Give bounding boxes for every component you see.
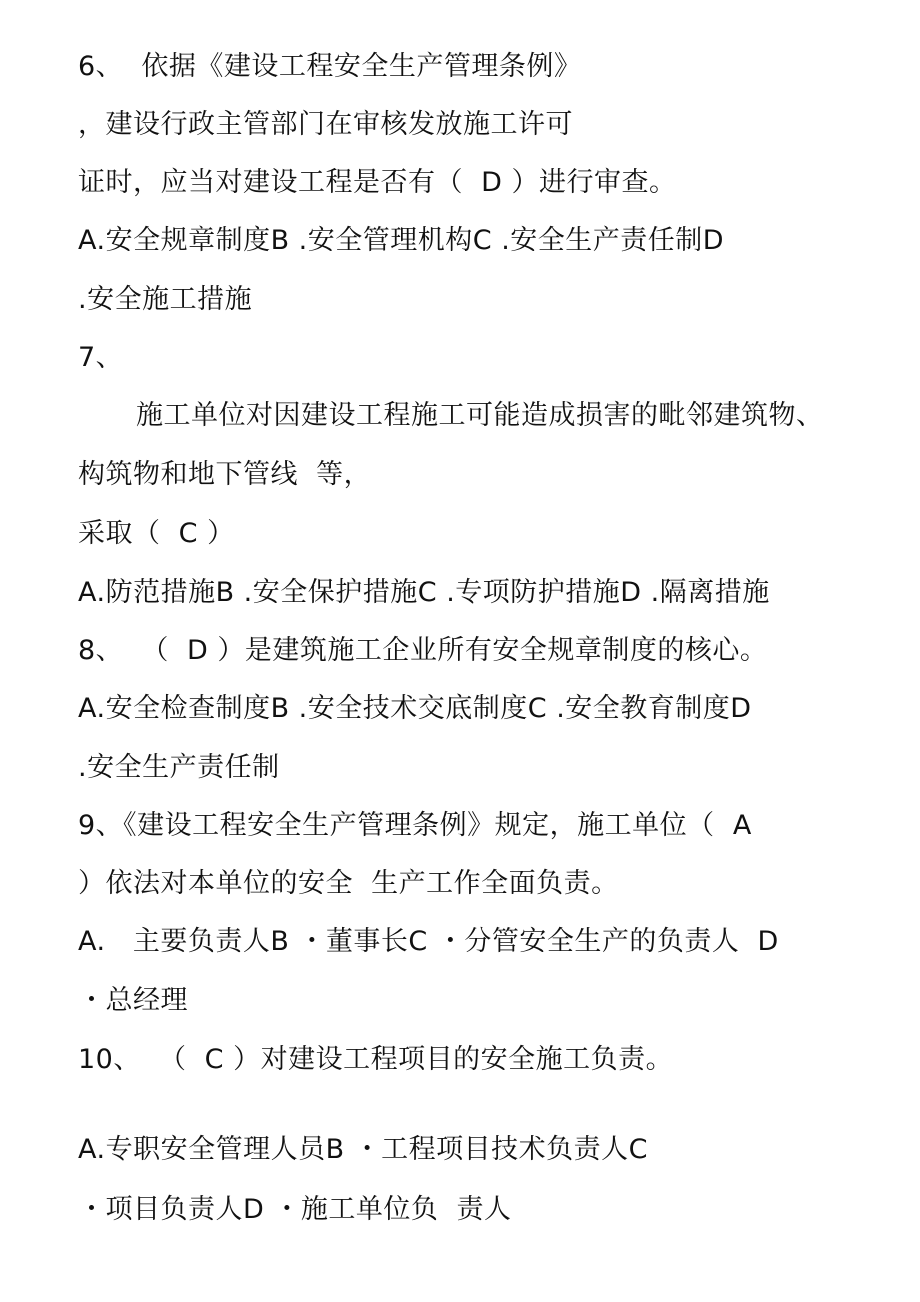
q7-number: 7、 bbox=[78, 342, 124, 373]
q6-options-line-2: .安全施工措施 bbox=[78, 284, 253, 315]
q6-stem-line-3: 证时，应当对建设工程是否有（ D ）进行审查。 bbox=[78, 167, 677, 198]
q7-options-line: A.防范措施B .安全保护措施C .专项防护措施D .隔离措施 bbox=[78, 577, 770, 608]
q9-stem-line-2: ）依法对本单位的安全 生产工作全面负责。 bbox=[78, 868, 619, 899]
q10-options-line-2: ・项目负责人D ・施工单位负 责人 bbox=[78, 1194, 512, 1225]
q8-options-line-1: A.安全检查制度B .安全技术交底制度C .安全教育制度D bbox=[78, 693, 752, 724]
q8-stem-line: 8、 （ D ）是建筑施工企业所有安全规章制度的核心。 bbox=[78, 635, 768, 666]
q10-stem-line: 10、 （ C ）对建设工程项目的安全施工负责。 bbox=[78, 1044, 674, 1075]
q9-stem-line-1: 9、《建设工程安全生产管理条例》规定，施工单位（ A bbox=[78, 810, 752, 841]
q7-stem-line-2: 构筑物和地下管线 等， bbox=[78, 459, 372, 490]
q9-options-line-1: A. 主要负责人B ・董事长C ・分管安全生产的负责人 D bbox=[78, 926, 779, 957]
q8-options-line-2: .安全生产责任制 bbox=[78, 752, 280, 783]
q7-stem-line-1: 施工单位对因建设工程施工可能造成损害的毗邻建筑物、 bbox=[136, 400, 824, 431]
q6-options-line-1: A.安全规章制度B .安全管理机构C .安全生产责任制D bbox=[78, 225, 725, 256]
q9-options-line-2: ・总经理 bbox=[78, 985, 188, 1016]
q7-stem-line-3: 采取（ C ） bbox=[78, 518, 235, 549]
q6-stem-line-1: 6、 依据《建设工程安全生产管理条例》 bbox=[78, 51, 582, 82]
q10-options-line-1: A.专职安全管理人员B ・工程项目技术负责人C bbox=[78, 1134, 649, 1165]
q6-stem-line-2: ，建设行政主管部门在审核发放施工许可 bbox=[78, 109, 573, 140]
